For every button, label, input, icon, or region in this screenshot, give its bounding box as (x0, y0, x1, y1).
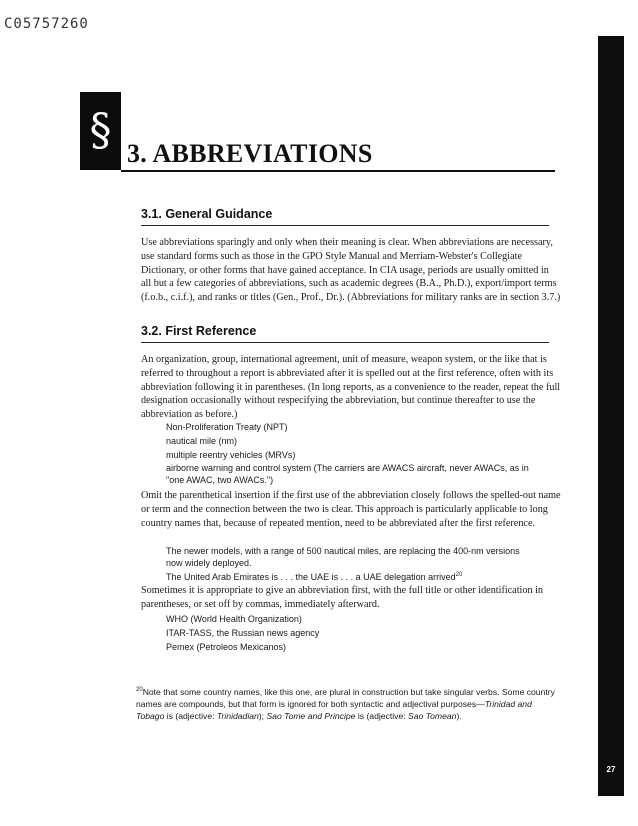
footnote-text: is (adjective: (164, 711, 217, 721)
footnote-text: ). (456, 711, 462, 721)
example-item: ITAR-TASS, the Russian news agency (166, 628, 320, 638)
first-reference-paragraph-2: Omit the parenthetical insertion if the first use of the abbreviation closely follows the spelled-out name or term and the connection between the two is clear. This approach is particularly applicable to long country names that, because of repeated mention, need to be abbreviated after the first reference. (141, 490, 561, 529)
footnote-italic: Sao Tome and Principe (266, 711, 356, 721)
example-item: nautical mile (nm) (166, 436, 238, 446)
page-number: 27 (606, 765, 616, 774)
example-item: WHO (World Health Organization) (166, 614, 302, 624)
example-item: airborne warning and control system (The carriers are AWACS aircraft, never AWACs, as in "one AWAC, two AWACs.") (166, 463, 529, 486)
general-guidance-paragraph: Use abbreviations sparingly and only when their meaning is clear. When abbreviations are necessary, use standard forms such as those in the GPO Style Manual and Merriam-Webster's Collegiate Dictionary, or other forms that have gained acceptance. In CIA usage, periods are usually omitted in all but a few categories of abbreviations, such as academic degrees (B.A., Ph.D.), export/import terms (f.o.b., c.i.f.), and ranks or titles (Gen., Prof., Dr.). (Abbreviations for military ranks are in section 3.7.) (141, 237, 561, 304)
section-heading-general-guidance: 3.1. General Guidance (141, 207, 549, 226)
page-edge-tab (598, 36, 624, 796)
footnote-text: ); (258, 711, 267, 721)
first-reference-paragraph-3: Sometimes it is appropriate to give an abbreviation first, with the full title or other identification in parentheses, or set off by commas, immediately afterward. (141, 585, 544, 610)
example-item: Pemex (Petroleos Mexicanos) (166, 642, 287, 652)
footnote-italic: Sao Tomean (408, 711, 457, 721)
section-heading-first-reference: 3.2. First Reference (141, 324, 549, 343)
footnote-italic: Trinidadian (216, 711, 259, 721)
example-item: The newer models, with a range of 500 nautical miles, are replacing the 400-nm versions now widely deployed. (166, 546, 520, 569)
example-item: multiple reentry vehicles (MRVs) (166, 450, 296, 460)
first-reference-paragraph-1: An organization, group, international agreement, unit of measure, weapon system, or the like that is referred to throughout a report is abbreviated after it is spelled out at the first reference, often with its abbreviation following it in parentheses. (In long reports, as a convenience to the reader, repeat the full designation occasionally without respecifying the abbreviation, but continue thereafter to use the abbreviation as before.) (141, 354, 561, 421)
footnote-reference: 20 (455, 572, 463, 578)
footnote-text: is (adjective: (355, 711, 409, 721)
chapter-title: 3. ABBREVIATIONS (127, 139, 373, 168)
example-item: Non-Proliferation Treaty (NPT) (166, 422, 288, 432)
footnote-text: Note that some country names, like this one, are plural in construction but take singular verbs. Some country names are compounds, but that form is ignored for both syntactic and adjectival purposes— (136, 687, 555, 709)
footnote (136, 686, 556, 722)
section-symbol-box (80, 92, 121, 170)
footnote-italic: Trinidad and Tobago (136, 699, 532, 721)
section-symbol: § (89, 105, 112, 156)
chapter-rule (121, 170, 555, 172)
document-id: C05757260 (4, 16, 89, 32)
example-text: The United Arab Emirates is . . . the UAE is . . . a UAE delegation arrived (166, 572, 456, 582)
footnote-marker: 20 (136, 687, 143, 694)
example-item (166, 571, 556, 583)
